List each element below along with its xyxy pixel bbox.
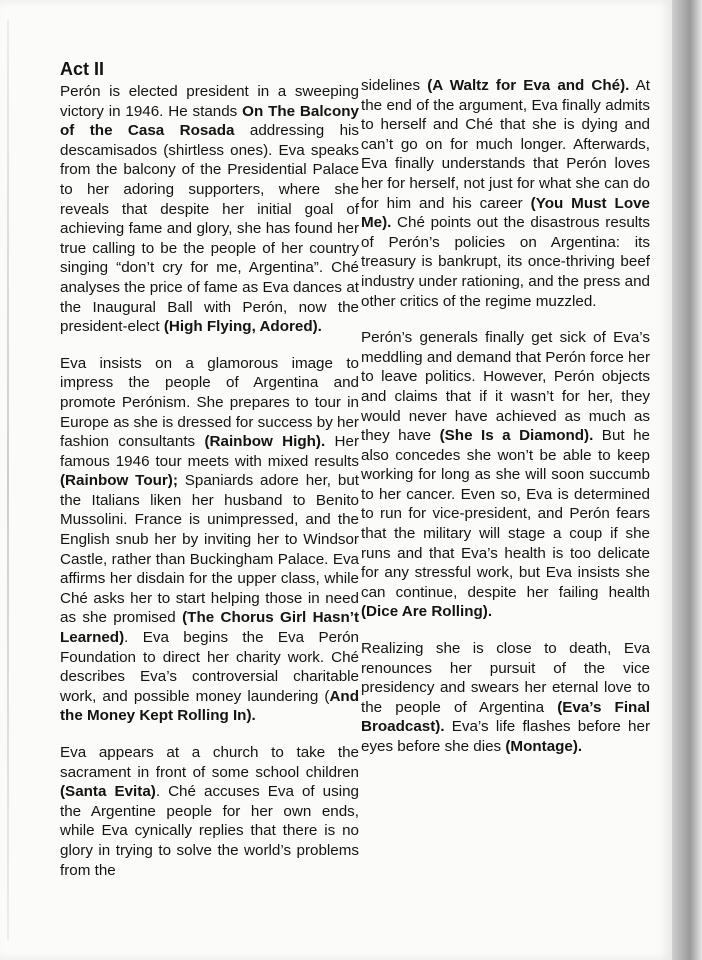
song-title: (Rainbow Tour);: [60, 472, 178, 490]
song-title: (The Chorus Girl Hasn’t Learned): [60, 609, 360, 647]
song-title: (High Flying, Adored).: [163, 318, 322, 336]
song-title: (You Must Love Me).: [361, 194, 650, 232]
paragraph-rainbow-tour: Eva insists on a glamorous image to impress the people of Argentina and promote Perónism. She prepares to tour in Europe as she is dressed for success by her fashion consultants (Rainbow High). Her famous 1946 tour meets with mixed results (Rainbow Tour); Spaniards adore her, but the Italians liken her husband to Benito Mussolini. France is unimpressed, and the English snub her by inviting her to Windsor Castle, rather than Buckingham Palace. Eva affirms her disdain for the upper class, while Ché asks her to start helping those in need as she promised (The Chorus Girl Hasn’t Learned). Eva begins the Eva Perón Foundation to direct her charity work. Ché describes Eva’s controversial charitable work, and possible money laundering (And the Money Kept Rolling In).: [60, 354, 360, 725]
right-column: [361, 76, 650, 774]
song-title: (Montage).: [505, 738, 583, 755]
act-heading: Act II: [60, 59, 105, 79]
paragraph-diamond: Perón’s generals finally get sick of Eva’s meddling and demand that Perón force her to leave politics. However, Perón objects and claims that if it wasn’t for her, they would never have achieved as much as they have (She Is a Diamond). But he also concedes she won’t be able to keep working for long as she will soon succumb to her cancer. Even so, Eva is determined to run for vice-president, and Perón fears that the military will stage a coup if she runs and that Eva’s health is too delicate for any stressful work, but Eva insists she can continue, despite her failing health (Dice Are Rolling).: [361, 329, 650, 621]
song-title: (Eva’s Final Broadcast).: [361, 698, 650, 736]
song-title: (Rainbow High).: [204, 433, 326, 451]
song-title: (She Is a Diamond).: [439, 427, 594, 445]
paragraph-balcony: Perón is elected president in a sweeping victory in 1946. He stands On The Balcony of the Casa Rosada addressing his descamisados (shirtless ones). Eva speaks from the balcony of the Presidential Palace to her adoring supporters, where she reveals that despite her initial goal of achieving fame and glory, she has found her true calling to be the people of her country singing “don’t cry for me, Argentina”. Ché analyses the price of fame as Eva dances at the Inaugural Ball with Perón, now the president-elect (High Flying, Adored).: [60, 83, 359, 336]
paragraph-waltz: sidelines (A Waltz for Eva and Ché). At the end of the argument, Eva finally admits to herself and Ché that she is dying and can’t go on for much longer. Afterwards, Eva finally understands that Perón loves her for herself, not just for what she can do for him and his career (You Must Love Me). Ché points out the disastrous results of Perón’s policies on Argentina: its treasury is bankrupt, its once-thriving beef industry under rationing, and the press and other critics of the regime muzzled.: [361, 77, 651, 310]
song-title: On The Balcony of the Casa Rosada: [60, 102, 359, 140]
paragraph-santa-evita: Eva appears at a church to take the sacrament in front of some school children (Santa Evita). Ché accuses Eva of using the Argentine people for her own ends, while Eva cynically replies that there is no glory in trying to solve the world’s problems from the: [60, 744, 359, 879]
song-title: (Dice Are Rolling).: [361, 603, 493, 621]
song-title: (Santa Evita): [60, 783, 156, 801]
paragraph-final-broadcast: Realizing she is close to death, Eva renounces her pursuit of the vice presidency and swears her eternal love to the people of Argentina (Eva’s Final Broadcast). Eva’s life flashes before her eyes before she dies (Montage).: [361, 640, 650, 755]
song-title: And the Money Kept Rolling In).: [60, 687, 359, 725]
left-column: [60, 58, 359, 897]
page-fold-line: [7, 20, 9, 940]
page-edge-shadow: [672, 0, 702, 960]
song-title: (A Waltz for Eva and Ché).: [427, 77, 630, 94]
